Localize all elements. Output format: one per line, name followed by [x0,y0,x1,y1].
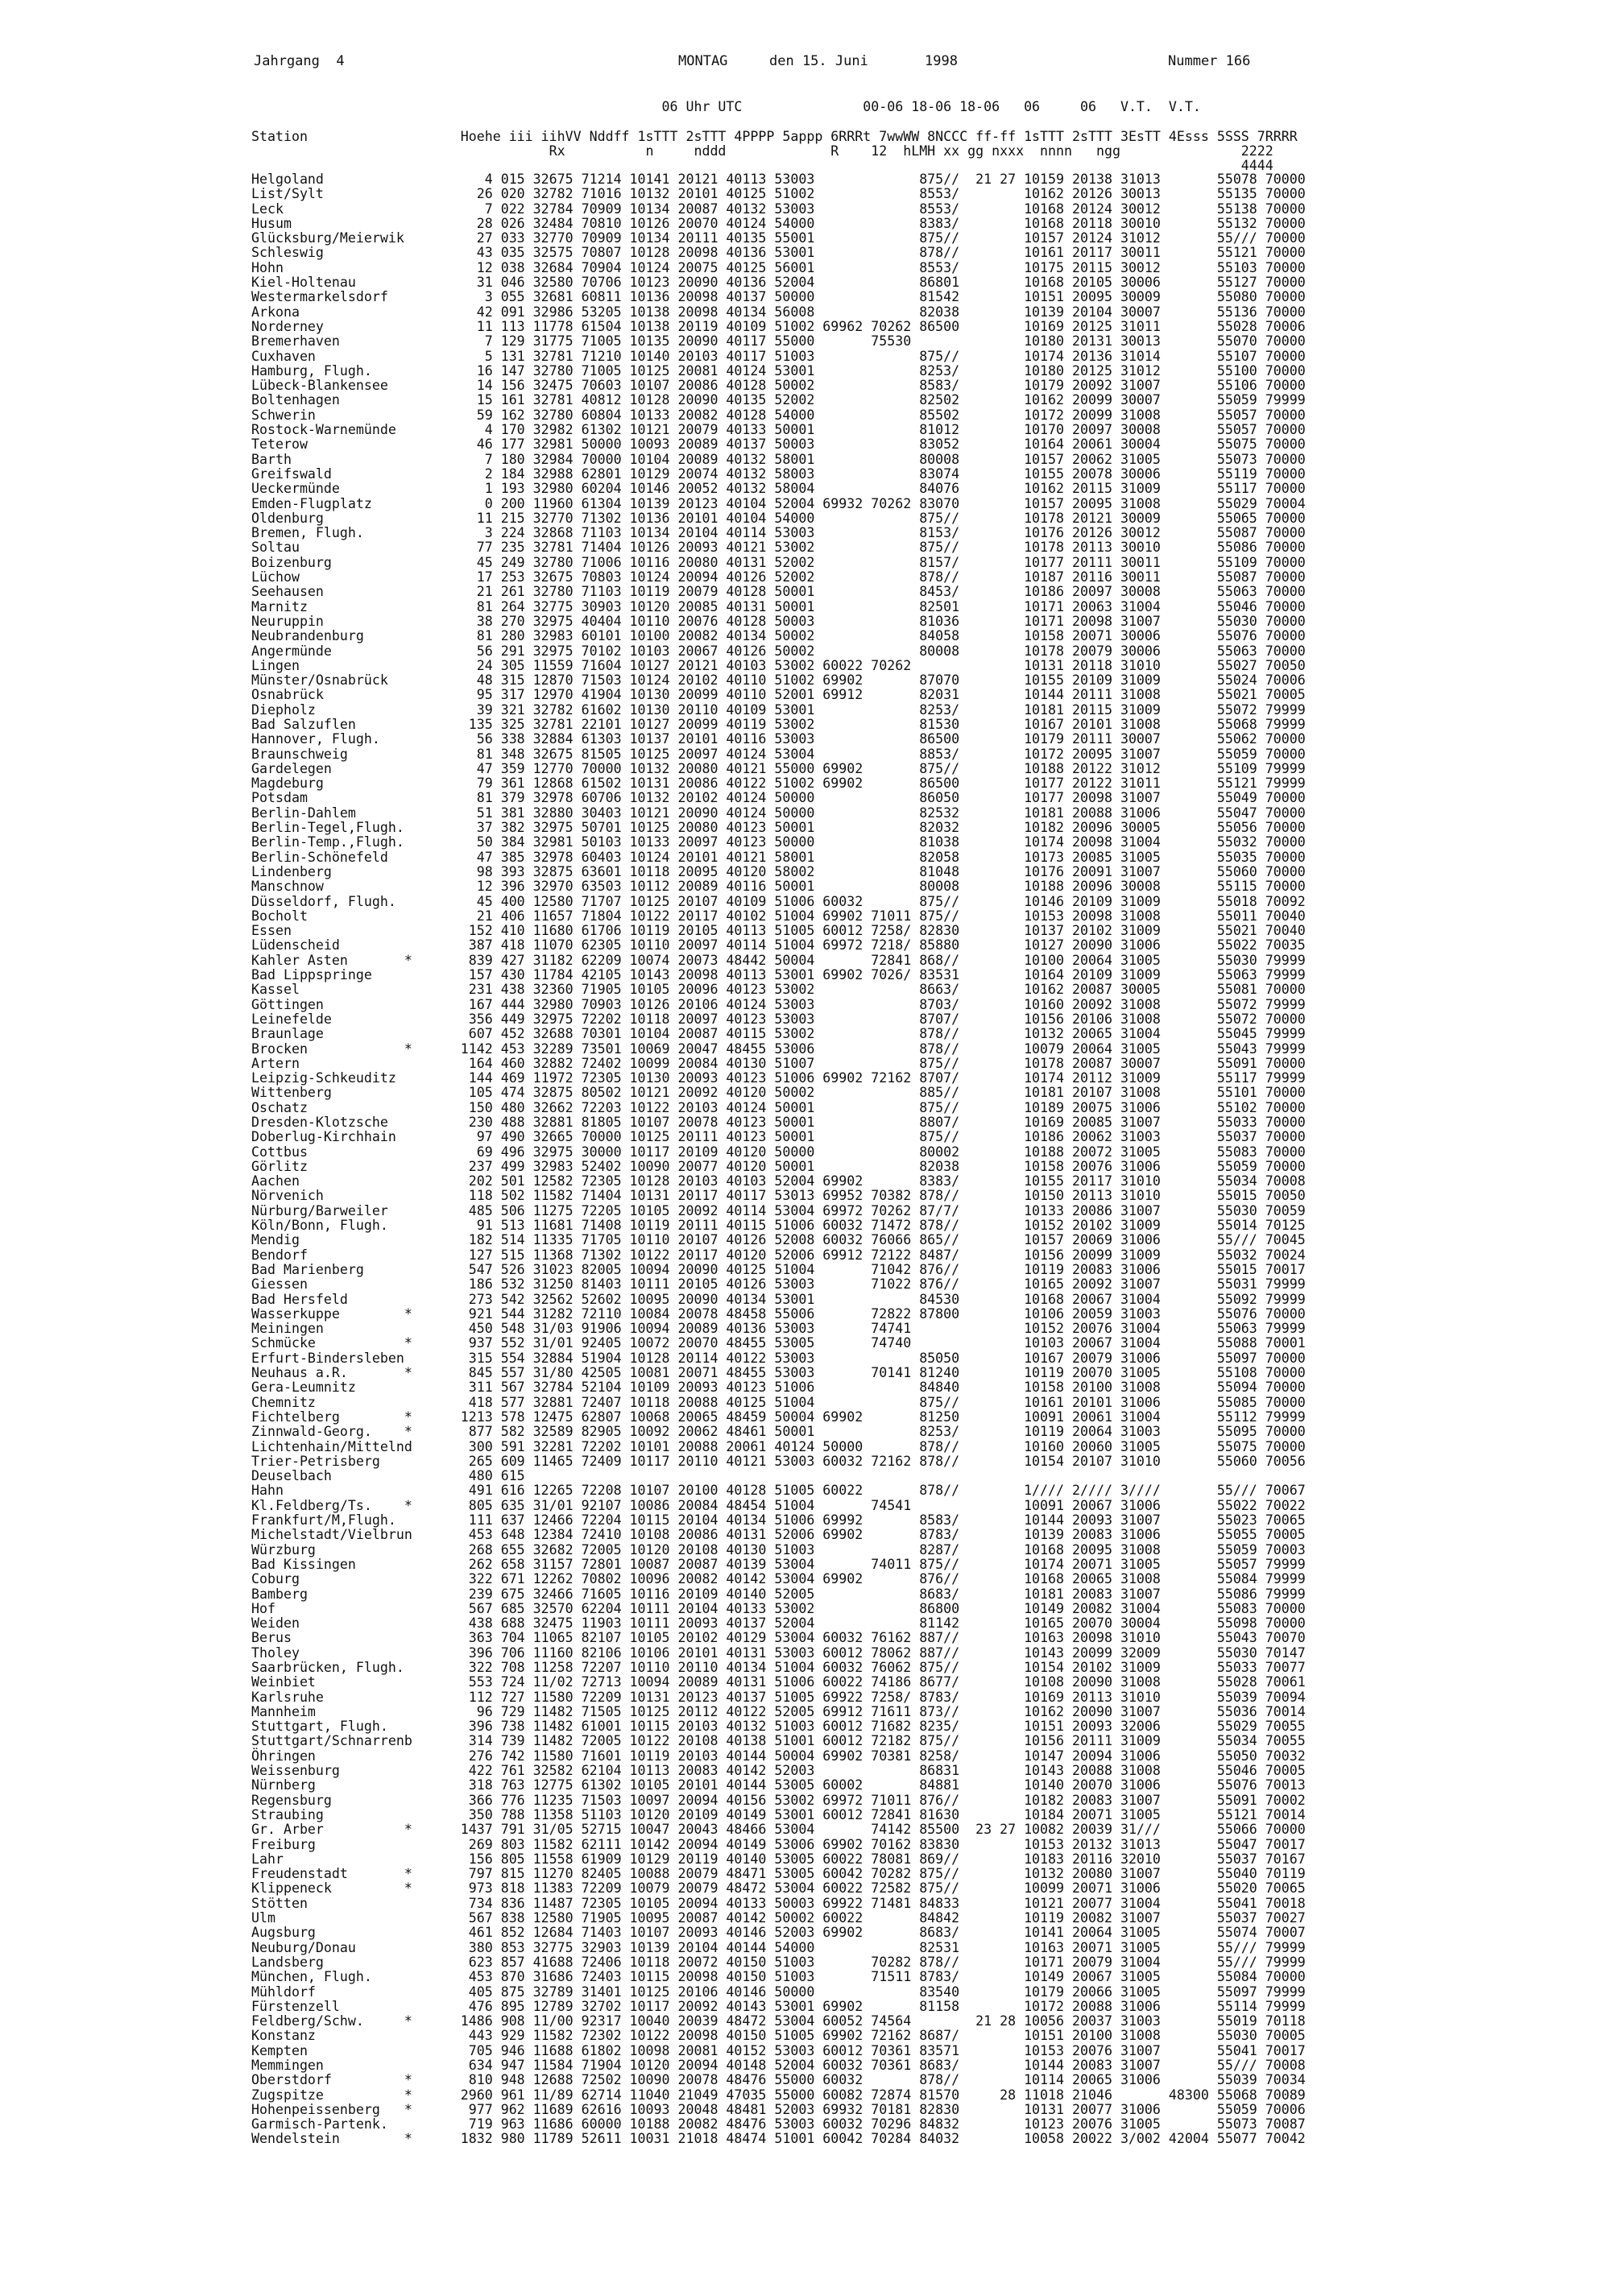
table-row: Meiningen 450 548 31/03 91906 10094 20089 40136 53003 74741 10152 20076 31004 55063 79999 [251,1321,1306,1337]
table-row: Hof 567 685 32570 62204 10111 20104 40133 53002 86800 10149 20082 31004 55083 70000 [251,1600,1306,1616]
table-row: Helgoland 4 015 32675 71214 10141 20121 40113 53003 875// 21 27 10159 20138 31013 55078 70000 [251,172,1306,187]
table-row: Aachen 202 501 12582 72305 10128 20103 40103 52004 69902 8383/ 10155 20117 31010 55034 70008 [251,1173,1306,1189]
table-row: Neubrandenburg 81 280 32983 60101 10100 20082 40134 50002 84058 10158 20071 30006 55076 70000 [251,628,1306,644]
table-row: Lahr 156 805 11558 61909 10129 20119 40140 53005 60022 78081 869// 10183 20116 32010 55037 70167 [251,1851,1306,1867]
table-row: Magdeburg 79 361 12868 61502 10131 20086 40122 51002 69902 86500 10177 20122 31011 55121 79999 [251,776,1306,792]
table-row: Brocken * 1142 453 32289 73501 10069 20047 48455 53006 878// 10079 20064 31005 55043 79999 [251,1040,1306,1057]
table-row: Münster/Osnabrück 48 315 12870 71503 10124 20102 40110 51002 69902 87070 10155 20109 31009 55024 70006 [251,672,1306,689]
table-row: Leinefelde 356 449 32975 72202 10118 20097 40123 53003 8707/ 10156 20106 31008 55072 70000 [251,1011,1306,1027]
table-row: Göttingen 167 444 32980 70903 10126 20106 40124 53003 8703/ 10160 20092 31008 55072 79999 [251,996,1306,1012]
table-row: Essen 152 410 11680 61706 10119 20105 40113 51005 60012 7258/ 82830 10137 20102 31009 55021 70040 [251,923,1306,939]
table-row: Berlin-Tegel,Flugh. 37 382 32975 50701 10125 20080 40123 50001 82032 10182 20096 30005 55056 70000 [251,820,1306,836]
table-row: Karlsruhe 112 727 11580 72209 10131 20123 40137 51005 69922 7258/ 8783/ 10169 20113 31010 55039 70094 [251,1689,1306,1705]
jahrgang-label: Jahrgang 4 [254,53,345,69]
table-row: Berus 363 704 11065 82107 10105 20102 40129 53004 60032 76162 887// 10163 20098 31010 55043 70070 [251,1630,1306,1646]
table-row: Westermarkelsdorf 3 055 32681 60811 10136 20098 40137 50000 81542 10151 20095 30009 55080 70000 [251,289,1306,305]
table-row: Bamberg 239 675 32466 71605 10116 20109 40140 52005 8683/ 10181 20083 31007 55086 79999 [251,1586,1306,1602]
table-row: Braunlage 607 452 32688 70301 10104 20087 40115 53002 878// 10132 20065 31004 55045 79999 [251,1026,1306,1042]
table-row: Emden-Flugplatz 0 200 11960 61304 10139 20123 40104 52004 69932 70262 83070 10157 20095 31008 55029 70004 [251,495,1306,511]
table-row: Giessen 186 532 31250 81403 10111 20105 40126 53003 71022 876// 10165 20092 31007 55031 79999 [251,1276,1306,1293]
table-row: Lindenberg 98 393 32875 63601 10118 20095 40120 58002 81048 10176 20091 31007 55060 70000 [251,863,1306,879]
weekday-label: MONTAG [678,53,728,69]
table-row: Erfurt-Bindersleben 315 554 32884 51904 10128 20114 40122 53003 85050 10167 20079 31006 55097 70000 [251,1350,1306,1366]
table-row: Kiel-Holtenau 31 046 32580 70706 10123 20090 40136 52004 86801 10168 20105 30006 55127 70000 [251,275,1306,291]
table-row: Bad Hersfeld 273 542 32562 52602 10095 20090 40134 53001 84530 10168 20067 31004 55092 79999 [251,1291,1306,1307]
table-row: Memmingen 634 947 11584 71904 10120 20094 40148 52004 60032 70361 8683/ 10144 20083 31007 55/// 70008 [251,2058,1306,2073]
table-row: Braunschweig 81 348 32675 81505 10125 20097 40124 53004 8853/ 10172 20095 31007 55059 70000 [251,746,1306,762]
table-row: Mannheim 96 729 11482 71505 10125 20112 40122 52005 69912 71611 873// 10162 20090 31007 55036 70014 [251,1703,1306,1719]
table-row: Öhringen 276 742 11580 71601 10119 20103 40144 50004 69902 70381 8258/ 10147 20094 31006 55050 70032 [251,1748,1306,1764]
table-row: Cottbus 69 496 32975 30000 10117 20109 40120 50000 80002 10188 20072 31005 55083 70000 [251,1144,1306,1160]
table-row: Lüchow 17 253 32675 70803 10124 20094 40126 52002 878// 10187 20116 30011 55087 70000 [251,569,1306,585]
table-row: Freiburg 269 803 11582 62111 10142 20094 40149 53006 69902 70162 83830 10153 20132 31013 55047 70017 [251,1836,1306,1852]
table-row: Fürstenzell 476 895 12789 32702 10117 20092 40143 53001 69902 81158 10172 20088 31006 55114 79999 [251,1998,1306,2014]
table-row: Weinbiet 553 724 11/02 72713 10094 20089 40131 51006 60022 74186 8677/ 10108 20090 31008 55028 70061 [251,1674,1306,1690]
table-row: Stötten 734 836 11487 72305 10105 20094 40133 50003 69922 71481 84833 10121 20077 31004 55041 70018 [251,1895,1306,1911]
table-row: Zugspitze * 2960 961 11/89 62714 11040 21049 47035 55000 60082 72874 81570 28 11018 21046 48300 55068 70089 [251,2087,1306,2103]
table-row: Bremen, Flugh. 3 224 32868 71103 10134 20104 40114 53003 8153/ 10176 20126 30012 55087 70000 [251,525,1306,541]
table-row: Berlin-Schönefeld 47 385 32978 60403 10124 20101 40121 58001 82058 10173 20085 31005 55035 70000 [251,849,1306,865]
table-row: Düsseldorf, Flugh. 45 400 12580 71707 10125 20107 40109 51006 60032 875// 10146 20109 31009 55018 70092 [251,893,1306,909]
table-row: Hamburg, Flugh. 16 147 32780 71005 10125 20081 40124 53001 8253/ 10180 20125 31012 55100 70000 [251,362,1306,379]
table-row: Osnabrück 95 317 12970 41904 10130 20099 40110 52001 69912 82031 10144 20111 31008 55021 70005 [251,687,1306,703]
table-row: Saarbrücken, Flugh. 322 708 11258 72207 10110 20110 40134 51004 60032 76062 875// 10154 20102 31009 55033 70077 [251,1659,1306,1675]
table-row: Angermünde 56 291 32975 70102 10103 20067 40126 50002 80008 10178 20079 30006 55063 70000 [251,643,1306,659]
table-row: Wendelstein * 1832 980 11789 52611 10031 21018 48474 51001 60042 70284 84032 10058 20022 3/002 42004 55077 70042 [251,2131,1306,2147]
table-row: Boltenhagen 15 161 32781 40812 10128 20090 40135 52002 82502 10162 20099 30007 55059 79999 [251,392,1306,408]
table-row: Bremerhaven 7 129 31775 71005 10135 20090 40117 55000 75530 10180 20131 30013 55070 70000 [251,333,1306,350]
table-row: Landsberg 623 857 41688 72406 10118 20072 40150 51003 70282 878// 10171 20079 31004 55/// 79999 [251,1954,1306,1970]
table-row: Hohn 12 038 32684 70904 10124 20075 40125 56001 8553/ 10175 20115 30012 55103 70000 [251,259,1306,275]
column-header-block [251,100,1298,173]
table-row: Artern 164 460 32882 72402 10099 20084 40130 51007 875// 10178 20087 30007 55091 70000 [251,1055,1306,1071]
table-row: Oldenburg 11 215 32770 71302 10136 20101 40104 54000 875// 10178 20121 30009 55065 70000 [251,510,1306,526]
table-row: Konstanz 443 929 11582 72302 10122 20098 40150 51005 69902 72162 8687/ 10151 20100 31008 55030 70005 [251,2028,1306,2044]
table-row: München, Flugh. 453 870 31686 72403 10115 20098 40150 51003 71511 8783/ 10149 20067 31005 55084 70000 [251,1969,1306,1985]
table-row: Boizenburg 45 249 32780 71006 10116 20080 40131 52002 8157/ 10177 20111 30011 55109 70000 [251,554,1306,570]
table-row: Berlin-Dahlem 51 381 32880 30403 10121 20090 40124 50000 82532 10181 20088 31006 55047 70000 [251,805,1306,821]
table-row: Schwerin 59 162 32780 60804 10133 20082 40128 54000 85502 10172 20099 31008 55057 70000 [251,407,1306,423]
table-row: Oberstdorf * 810 948 12688 72502 10090 20078 48476 55000 60032 878// 10114 20065 31006 55039 70034 [251,2072,1306,2088]
table-row: Weiden 438 688 32475 11903 10111 20093 40137 52004 81142 10165 20070 30004 55098 70000 [251,1615,1306,1632]
table-row: Klippeneck * 973 818 11383 72209 10079 20079 48472 53004 60022 72582 875// 10099 20071 31006 55020 70065 [251,1880,1306,1897]
table-row: Mühldorf 405 875 32789 31401 10125 20106 40146 50000 83540 10179 20066 31005 55097 79999 [251,1984,1306,2000]
table-row: Lingen 24 305 11559 71604 10127 20121 40103 53002 60022 70262 10131 20118 31010 55027 70050 [251,657,1306,673]
table-row: Bad Salzuflen 135 325 32781 22101 10127 20099 40119 53002 81530 10167 20101 31008 55068 79999 [251,716,1306,732]
table-row: Freudenstadt * 797 815 11270 82405 10088 20079 48471 53005 60042 70282 875// 10132 20080 31007 55040 70119 [251,1866,1306,1882]
column-header-line: 4444 [251,158,1273,174]
column-header-line: Station Hoehe iii iihVV Nddff 1sTTT 2sTTT 4PPPP 5appp 6RRRt 7wwWW 8NCCC ff-ff 1sTTT 2sTTT 3EsTT 4Esss 5SSS 7RRRR [251,128,1298,144]
table-row: Hohenpeissenberg * 977 962 11689 62616 10093 20048 48481 52003 69932 70181 82830 10131 20077 31006 55059 70006 [251,2101,1306,2117]
table-row: Schmücke * 937 552 31/01 92405 10072 20070 48455 53005 74740 10103 20067 31004 55088 70001 [251,1335,1306,1351]
table-row: Soltau 77 235 32781 71404 10126 20093 40121 53002 875// 10178 20113 30010 55086 70000 [251,540,1306,556]
table-row: Arkona 42 091 32986 53205 10138 20098 40134 56008 82038 10139 20104 30007 55136 70000 [251,304,1306,320]
table-row: Hannover, Flugh. 56 338 32884 61303 10137 20101 40116 53003 86500 10179 20111 30007 55062 70000 [251,731,1306,747]
table-row: List/Sylt 26 020 32782 71016 10132 20101 40125 51002 8553/ 10162 20126 30013 55135 70000 [251,186,1306,202]
table-row: Kl.Feldberg/Ts. * 805 635 31/01 92107 10086 20084 48454 51004 74541 10091 20067 31006 55022 70022 [251,1497,1306,1513]
table-row: Frankfurt/M,Flugh. 111 637 12466 72204 10115 20104 40134 51006 69992 8583/ 10144 20093 31007 55023 70065 [251,1512,1306,1529]
table-row: Feldberg/Schw. * 1486 908 11/00 92317 10040 20039 48472 53004 60052 74564 21 28 10056 20037 31003 55019 70118 [251,2013,1306,2029]
table-row: Bendorf 127 515 11368 71302 10122 20117 40120 52006 69912 72122 8487/ 10156 20099 31009 55032 70024 [251,1247,1306,1263]
table-row: Görlitz 237 499 32983 52402 10090 20077 40120 50001 82038 10158 20076 31006 55059 70000 [251,1158,1306,1174]
table-row: Cuxhaven 5 131 32781 71210 10140 20103 40117 51003 875// 10174 20136 31014 55107 70000 [251,348,1306,364]
table-row: Marnitz 81 264 32775 30903 10120 20085 40131 50001 82501 10171 20063 31004 55046 70000 [251,598,1306,614]
column-header-line: Rx n nddd R 12 hLMH xx gg nxxx nnnn ngg 2222 [251,143,1273,159]
table-row: Gera-Leumnitz 311 567 32784 52104 10109 20093 40123 51006 84840 10158 20100 31008 55094 70000 [251,1380,1306,1396]
table-row: Stuttgart, Flugh. 396 738 11482 61001 10115 20103 40132 51003 60012 71682 8235/ 10151 20093 32006 55029 70055 [251,1719,1306,1735]
station-table [251,172,1306,2147]
table-row: Lüdenscheid 387 418 11070 62305 10110 20097 40114 51004 69972 7218/ 85880 10127 20090 31006 55022 70035 [251,937,1306,954]
table-row: Bad Kissingen 262 658 31157 72801 10087 20087 40139 53004 74011 875// 10174 20071 31005 55057 79999 [251,1556,1306,1572]
table-row: Wasserkuppe * 921 544 31282 72110 10084 20078 48458 55006 72822 87800 10106 20059 31003 55076 70000 [251,1305,1306,1322]
table-row: Kempten 705 946 11688 61802 10098 20081 40152 53003 60012 70361 83571 10153 20076 31007 55041 70017 [251,2042,1306,2058]
table-row: Ueckermünde 1 193 32980 60204 10146 20052 40132 58004 84076 10162 20115 31009 55117 70000 [251,481,1306,497]
table-row: Gr. Arber * 1437 791 31/05 52715 10047 20043 48466 53004 74142 85500 23 27 10082 20039 31/// 55066 70000 [251,1822,1306,1838]
table-row: Leck 7 022 32784 70909 10134 20087 40132 53003 8553/ 10168 20124 30012 55138 70000 [251,201,1306,217]
table-row: Rostock-Warnemünde 4 170 32982 61302 10121 20079 40133 50001 81012 10170 20097 30008 55057 70000 [251,422,1306,438]
table-row: Nörvenich 118 502 11582 71404 10131 20117 40117 53013 69952 70382 878// 10150 20113 31010 55015 70050 [251,1188,1306,1204]
table-row: Ulm 567 838 12580 71905 10095 20087 40142 50002 60022 84842 10119 20082 31007 55037 70027 [251,1910,1306,1926]
table-row: Weissenburg 422 761 32582 62104 10113 20083 40142 52003 86831 10143 20088 31008 55046 70005 [251,1763,1306,1779]
column-header-line [251,114,1298,129]
table-row: Wittenberg 105 474 32875 80502 10121 20092 40120 50002 885// 10181 20107 31008 55101 70000 [251,1085,1306,1101]
table-row: Kahler Asten * 839 427 31182 62209 10074 20073 48442 50004 72841 868// 10100 20064 31005 55030 79999 [251,952,1306,968]
table-row: Regensburg 366 776 11235 71503 10097 20094 40156 53002 69972 71011 876// 10182 20083 31007 55091 70002 [251,1792,1306,1808]
table-row: Lübeck-Blankensee 14 156 32475 70603 10107 20086 40128 50002 8583/ 10179 20092 31007 55106 70000 [251,378,1306,394]
table-row: Mendig 182 514 11335 71705 10110 20107 40126 52008 60032 76066 865// 10157 20069 31006 55/// 70045 [251,1232,1306,1248]
year-label: 1998 [925,53,958,69]
table-row: Berlin-Temp.,Flugh. 50 384 32981 50103 10133 20097 40123 50000 81038 10174 20098 31004 55032 70000 [251,834,1306,850]
table-row: Leipzig-Schkeuditz 144 469 11972 72305 10130 20093 40123 51006 69902 72162 8707/ 10174 20112 31009 55117 79999 [251,1070,1306,1086]
table-row: Tholey 396 706 11160 82106 10106 20101 40131 53003 60012 78062 887// 10143 20099 32009 55030 70147 [251,1644,1306,1661]
table-row: Würzburg 268 655 32682 72005 10120 20108 40130 51003 8287/ 10168 20095 31008 55059 70003 [251,1541,1306,1558]
table-row: Teterow 46 177 32981 50000 10093 20089 40137 50003 83052 10164 20061 30004 55075 70000 [251,436,1306,453]
issue-number: Nummer 166 [1168,53,1251,69]
table-row: Fichtelberg * 1213 578 12475 62807 10068 20065 48459 50004 69902 81250 10091 20061 31004 55112 79999 [251,1409,1306,1425]
table-row: Husum 28 026 32484 70810 10126 20070 40124 54000 8383/ 10168 20118 30010 55132 70000 [251,215,1306,231]
table-row: Augsburg 461 852 12684 71403 10107 20093 40146 52003 69902 8683/ 10141 20064 31005 55074 70007 [251,1925,1306,1941]
table-row: Stuttgart/Schnarrenb 314 739 11482 72005 10122 20108 40138 51001 60012 72182 875// 10156 20111 31009 55034 70055 [251,1733,1306,1749]
table-row: Lichtenhain/Mittelnd 300 591 32281 72202 10101 20088 20061 40124 50000 878// 10160 20060 31005 55075 70000 [251,1438,1306,1454]
table-row: Schleswig 43 035 32575 70807 10128 20098 40136 53001 878// 10161 20117 30011 55121 70000 [251,245,1306,261]
table-row: Gardelegen 47 359 12770 70000 10132 20080 40121 55000 69902 875// 10188 20122 31012 55109 79999 [251,760,1306,776]
table-row: Garmisch-Partenk. 719 963 11686 60000 10188 20082 48476 53003 60032 70296 84832 10123 20076 31005 55073 70087 [251,2116,1306,2133]
table-row: Neuhaus a.R. * 845 557 31/80 42505 10081 20071 48455 53003 70141 81240 10119 20070 31005 55108 70000 [251,1365,1306,1381]
table-row: Bocholt 21 406 11657 71804 10122 20117 40102 51004 69902 71011 875// 10153 20098 31008 55011 70040 [251,908,1306,924]
table-row: Nürburg/Barweiler 485 506 11275 72205 10105 20092 40114 53004 69972 70262 87/7/ 10133 20086 31007 55030 70059 [251,1202,1306,1218]
table-row: Coburg 322 671 12262 70802 10096 20082 40142 53004 69902 876// 10168 20065 31008 55084 79999 [251,1571,1306,1587]
table-row: Oschatz 150 480 32662 72203 10122 20103 40124 50001 875// 10189 20075 31006 55102 70000 [251,1099,1306,1115]
table-row: Norderney 11 113 11778 61504 10138 20119 40109 51002 69962 70262 86500 10169 20125 31011 55028 70006 [251,318,1306,334]
table-row: Bad Lippspringe 157 430 11784 42105 10143 20098 40113 53001 69902 7026/ 83531 10164 20109 31009 55063 79999 [251,967,1306,983]
table-row: Barth 7 180 32984 70000 10104 20089 40132 58001 80008 10157 20062 31005 55073 70000 [251,451,1306,467]
table-row: Kassel 231 438 32360 71905 10105 20096 40123 53002 8663/ 10162 20087 30005 55081 70000 [251,982,1306,998]
date-label: den 15. Juni [769,53,868,69]
table-row: Neuruppin 38 270 32975 40404 10110 20076 40128 50003 81036 10171 20098 31007 55030 70000 [251,613,1306,629]
table-row: Glücksburg/Meierwik 27 033 32770 70909 10134 20111 40135 55001 875// 10157 20124 31012 55/// 70000 [251,230,1306,246]
table-row: Diepholz 39 321 32782 61602 10130 20110 40109 53001 8253/ 10181 20115 31009 55072 79999 [251,701,1306,718]
table-row: Manschnow 12 396 32970 63503 10112 20089 40116 50001 80008 10188 20096 30008 55115 70000 [251,879,1306,895]
table-row: Greifswald 2 184 32988 62801 10129 20074 40132 58003 83074 10155 20078 30006 55119 70000 [251,465,1306,482]
table-row: Trier-Petrisberg 265 609 11465 72409 10117 20110 40121 53003 60032 72162 878// 10154 20107 31010 55060 70056 [251,1453,1306,1469]
table-row: Potsdam 81 379 32978 60706 10132 20102 40124 50000 86050 10177 20098 31007 55049 70000 [251,790,1306,806]
column-header-line: 06 Uhr UTC 00-06 18-06 18-06 06 06 V.T. V.T. [251,99,1201,114]
table-row: Deuselbach 480 615 [251,1468,525,1484]
table-row: Hahn 491 616 12265 72208 10107 20100 40128 51005 60022 878// 1//// 2//// 3//// 55/// 70067 [251,1483,1306,1499]
table-row: Neuburg/Donau 380 853 32775 32903 10139 20104 40144 54000 82531 10163 20071 31005 55/// 79999 [251,1939,1306,1955]
table-row: Doberlug-Kirchhain 97 490 32665 70000 10125 20111 40123 50001 875// 10186 20062 31003 55037 70000 [251,1129,1306,1145]
table-row: Michelstadt/Vielbrun 453 648 12384 72410 10108 20086 40131 52006 69902 8783/ 10139 20083 31006 55055 70005 [251,1527,1306,1543]
table-row: Zinnwald-Georg. * 877 582 32589 82905 10092 20062 48461 50001 8253/ 10119 20064 31003 55095 70000 [251,1424,1306,1440]
table-row: Straubing 350 788 11358 51103 10120 20109 40149 53001 60012 72841 81630 10184 20071 31005 55121 70014 [251,1806,1306,1822]
table-row: Bad Marienberg 547 526 31023 82005 10094 20090 40125 51004 71042 876// 10119 20083 31006 55015 70017 [251,1261,1306,1277]
table-row: Nürnberg 318 763 12775 61302 10105 20101 40144 53005 60002 84881 10140 20070 31006 55076 70013 [251,1777,1306,1793]
table-row: Chemnitz 418 577 32881 72407 10118 20088 40125 51004 875// 10161 20101 31006 55085 70000 [251,1394,1306,1410]
table-row: Köln/Bonn, Flugh. 91 513 11681 71408 10119 20111 40115 51006 60032 71472 878// 10152 20102 31009 55014 70125 [251,1218,1306,1234]
table-row: Dresden-Klotzsche 230 488 32881 81805 10107 20078 40123 50001 8807/ 10169 20085 31007 55033 70000 [251,1115,1306,1130]
table-row: Seehausen 21 261 32780 71103 10119 20079 40128 50001 8453/ 10186 20097 30008 55063 70000 [251,584,1306,600]
